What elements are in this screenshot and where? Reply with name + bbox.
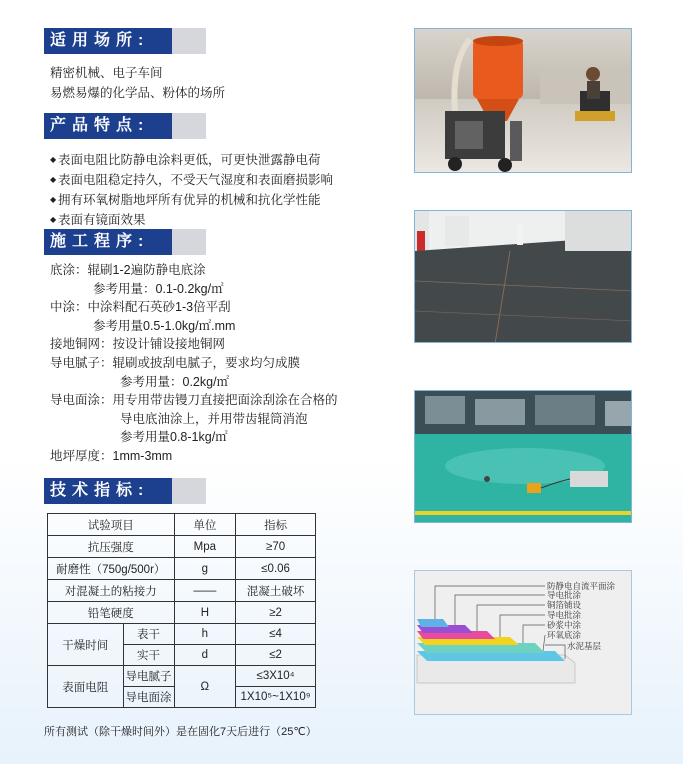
diagram-label: 导电批涂 <box>547 591 582 601</box>
process-line: 底涂：辊刷1-2遍防静电底涂 <box>50 263 206 277</box>
table-header-row: 试验项目 单位 指标 <box>48 514 316 536</box>
table-row: 对混凝土的粘接力 —— 混凝土破坏 <box>48 580 316 602</box>
section-title: 适用场所: <box>44 28 172 54</box>
table-row: 表面电阻 导电腻子 Ω ≤3X10⁴ <box>48 666 316 687</box>
feature-item: ◆ 表面电阻稳定持久，不受天气湿度和表面磨损影响 <box>50 173 334 187</box>
diagram-label: 环氧底涂 <box>547 631 582 641</box>
footnote: 所有测试（除干燥时间外）是在固化7天后进行（25℃） <box>44 726 317 738</box>
photo-dark-floor <box>414 210 632 343</box>
section-header-process <box>44 229 206 255</box>
process-line: 接地铜网：按设计铺设接地铜网 <box>50 337 226 351</box>
table-row: 实干 d ≤2 <box>48 645 316 666</box>
process-line: 地坪厚度：1mm-3mm <box>50 449 173 463</box>
section-header-application <box>44 28 206 54</box>
bullet-icon: ◆ <box>50 195 57 204</box>
diagram-label: 砂浆中涂 <box>547 621 582 631</box>
bullet-icon: ◆ <box>50 155 57 164</box>
feature-item: ◆ 表面电阻比防静电涂料更低，可更快泄露静电荷 <box>50 153 321 167</box>
feature-item: ◆ 拥有环氧树脂地坪所有优异的机械和抗化学性能 <box>50 193 321 207</box>
application-line: 精密机械、电子车间 <box>50 66 163 80</box>
process-line: 参考用量：0.2kg/㎡ <box>120 375 230 389</box>
section-header-features <box>44 113 206 139</box>
feature-item: ◆ 表面有镜面效果 <box>50 213 146 227</box>
process-line: 参考用量0.5-1.0kg/㎡.mm <box>93 319 236 333</box>
section-title: 施工程序: <box>44 229 172 255</box>
table-row: 导电面涂 1X10⁵~1X10⁹ <box>48 687 316 708</box>
diagram-label: 水泥基层 <box>567 642 602 652</box>
process-line: 参考用量0.8-1kg/㎡ <box>120 430 228 444</box>
process-line: 参考用量：0.1-0.2kg/㎡ <box>93 282 224 296</box>
diagram-label: 防静电自流平面涂 <box>547 582 616 592</box>
process-line: 导电腻子：辊刷或披刮电腻子，要求均匀成膜 <box>50 356 301 370</box>
table-row: 抗压强度 Mpa ≥70 <box>48 536 316 558</box>
bullet-icon: ◆ <box>50 175 57 184</box>
layer-diagram <box>414 570 632 715</box>
photo-grinding-machine <box>414 28 632 173</box>
section-title: 产品特点: <box>44 113 172 139</box>
bullet-icon: ◆ <box>50 215 57 224</box>
process-line: 中涂：中涂料配石英砂1-3倍平刮 <box>50 300 231 314</box>
section-title: 技术指标: <box>44 478 172 504</box>
application-line: 易燃易爆的化学品、粉体的场所 <box>50 86 226 100</box>
diagram-label: 导电批涂 <box>547 611 582 621</box>
process-line: 导电面涂：用专用带齿镘刀直接把面涂刮涂在合格的 <box>50 393 338 407</box>
table-row: 耐磨性（750g/500r） g ≤0.06 <box>48 558 316 580</box>
section-header-specs <box>44 478 206 504</box>
diagram-label: 铜箔铺设 <box>547 601 582 611</box>
process-line: 导电底油涂上，并用带齿辊筒消泡 <box>120 412 308 426</box>
table-row: 铅笔硬度 H ≥2 <box>48 602 316 624</box>
spec-table <box>47 513 316 708</box>
photo-green-floor <box>414 390 632 523</box>
table-row: 干燥时间 表干 h ≤4 <box>48 624 316 645</box>
